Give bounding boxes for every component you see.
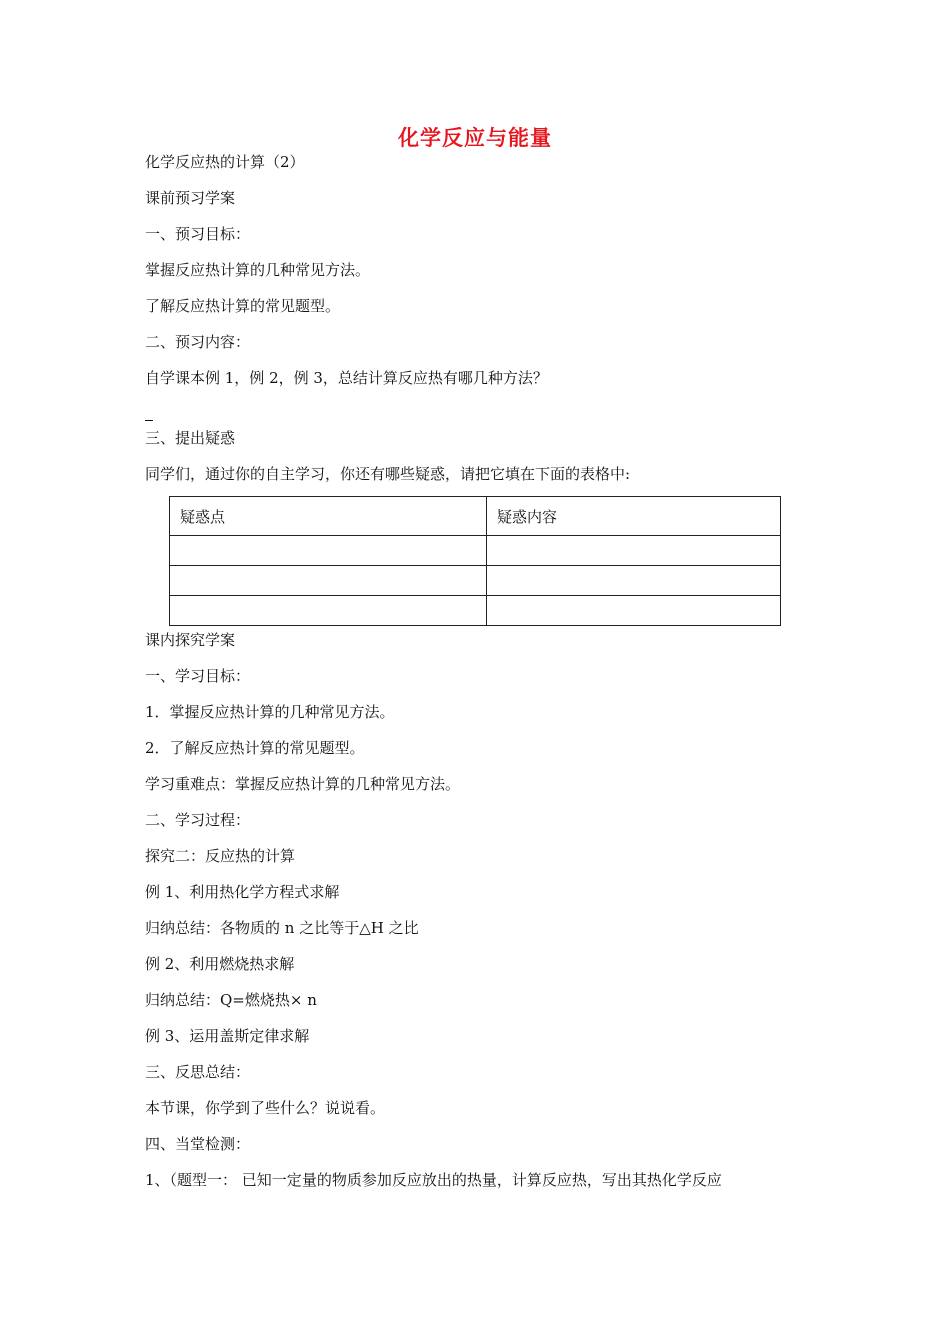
section-heading: 三、反思总结：: [145, 1063, 251, 1081]
doubts-table: [169, 496, 781, 626]
text-line: 归纳总结：Q=燃烧热× n: [145, 991, 317, 1009]
section-heading: 二、学习过程：: [145, 811, 251, 829]
subtitle: 化学反应热的计算（2）: [145, 153, 305, 171]
text-line: 例 3、运用盖斯定律求解: [145, 1027, 310, 1045]
document-title: 化学反应与能量: [398, 126, 552, 150]
text-line: 1．掌握反应热计算的几种常见方法。: [145, 703, 395, 721]
table-cell[interactable]: [170, 536, 487, 566]
text-line: 掌握反应热计算的几种常见方法。: [145, 261, 371, 279]
table-cell[interactable]: [170, 566, 487, 596]
text-line: 例 2、利用燃烧热求解: [145, 955, 295, 973]
table-cell[interactable]: [487, 566, 781, 596]
text-line: 学习重难点：掌握反应热计算的几种常见方法。: [145, 775, 461, 793]
table-row: [170, 596, 781, 626]
text-line: 本节课，你学到了些什么？说说看。: [145, 1099, 386, 1117]
text-line: 归纳总结：各物质的 n 之比等于△H 之比: [145, 919, 419, 937]
text-line: 1、（题型一： 已知一定量的物质参加反应放出的热量，计算反应热，写出其热化学反应: [145, 1171, 722, 1189]
text-line: 2．了解反应热计算的常见题型。: [145, 739, 365, 757]
text-line: 了解反应热计算的常见题型。: [145, 297, 341, 315]
section-heading: 课内探究学案: [145, 631, 236, 649]
table-header-row: [170, 497, 781, 536]
section-heading: 四、当堂检测：: [145, 1135, 251, 1153]
section-heading: 三、提出疑惑: [145, 429, 236, 447]
text-line: 例 1、利用热化学方程式求解: [145, 883, 340, 901]
table-row: [170, 566, 781, 596]
text-line: 同学们，通过你的自主学习，你还有哪些疑惑，请把它填在下面的表格中:: [145, 465, 631, 483]
section-heading: 一、预习目标：: [145, 225, 251, 243]
table-row: [170, 536, 781, 566]
blank-answer-line: [145, 420, 153, 421]
section-heading: 二、预习内容：: [145, 333, 251, 351]
table-header-cell: 疑惑内容: [487, 497, 781, 536]
table-cell[interactable]: [170, 596, 487, 626]
table-header-cell: 疑惑点: [170, 497, 487, 536]
section-heading: 课前预习学案: [145, 189, 236, 207]
text-line: 自学课本例 1，例 2，例 3，总结计算反应热有哪几种方法？: [145, 369, 548, 387]
table-cell[interactable]: [487, 596, 781, 626]
table-cell[interactable]: [487, 536, 781, 566]
text-line: 探究二：反应热的计算: [145, 847, 296, 865]
section-heading: 一、学习目标：: [145, 667, 251, 685]
